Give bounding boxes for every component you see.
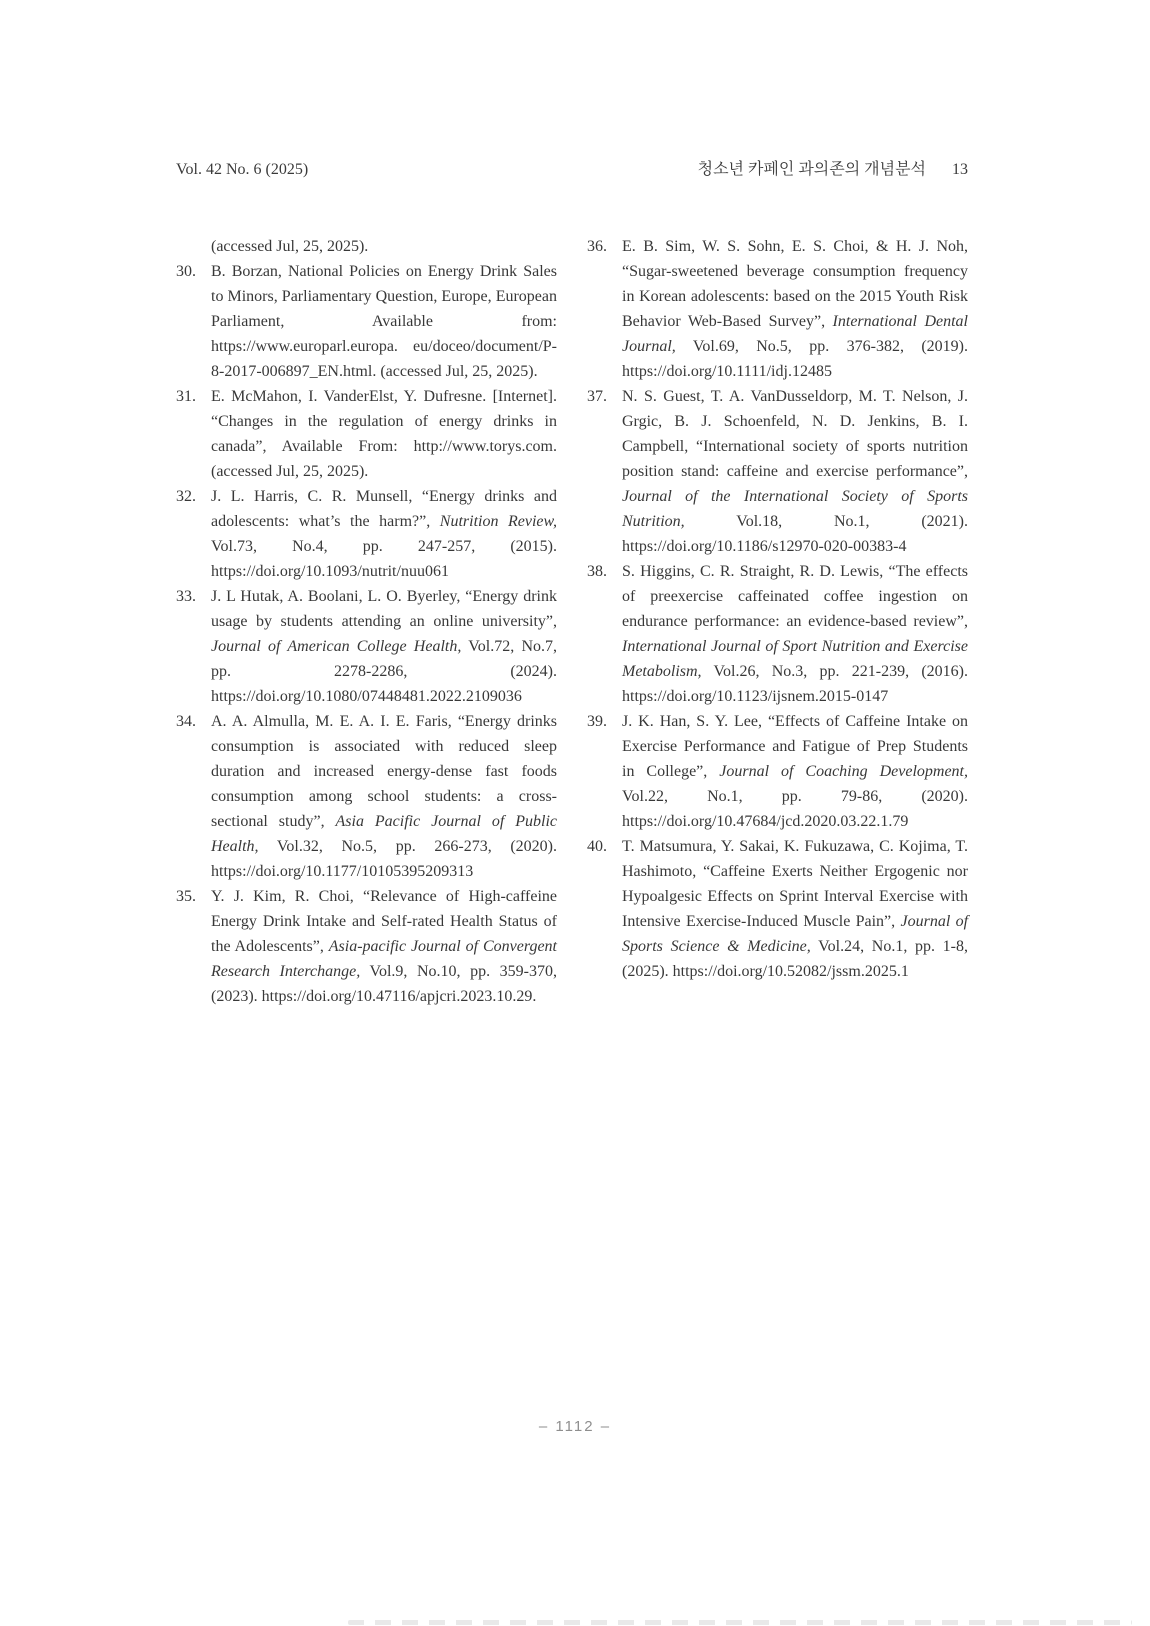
reference-number: 40. (587, 838, 607, 855)
reference-item (587, 384, 968, 559)
reference-number: 37. (587, 388, 607, 405)
running-head (698, 156, 968, 179)
reference-number: 38. (587, 563, 607, 580)
references-column-left (176, 234, 557, 1009)
reference-item (176, 384, 557, 484)
page-header (176, 156, 968, 179)
reference-number: 35. (176, 888, 196, 905)
reference-item (587, 834, 968, 984)
references-columns (176, 234, 968, 1009)
reference-text: S. Higgins, C. R. Straight, R. D. Lewis, “The effects of preexercise caffeinated coffee ingestion on endurance performance: an evidence-based review”, International Journal of Sport Nutrition and Exercise Metabolism, Vol.26, No.3, pp. 221-239, (2016). https://doi.org/10.1123/ijsnem.2015-0147 (622, 563, 968, 705)
reference-text: J. L. Harris, C. R. Munsell, “Energy drinks and adolescents: what’s the harm?”, Nutrition Review, Vol.73, No.4, pp. 247-257, (2015). https://doi.org/10.1093/nutrit/nuu061 (211, 488, 558, 580)
reference-number: 34. (176, 713, 196, 730)
reference-text: Y. J. Kim, R. Choi, “Relevance of High-caffeine Energy Drink Intake and Self-rated Health Status of the Adolescents”, Asia-pacific Journal of Convergent Research Interchange, Vol.9, No.10, pp. 359-370, (2023). https://doi.org/10.47116/apjcri.2023.10.29. (211, 888, 557, 1005)
reference-text: J. L Hutak, A. Boolani, L. O. Byerley, “Energy drink usage by students attending an online university”, Journal of American College Health, Vol.72, No.7, pp. 2278-2286, (2024). https://doi.org/10.1080/07448481.2022.2109036 (211, 588, 557, 705)
reference-item (176, 484, 557, 584)
footer-page-number: – 1112 – (538, 1418, 612, 1435)
reference-text: B. Borzan, National Policies on Energy Drink Sales to Minors, Parliamentary Question, Europe, European Parliament, Available from: https://www.europarl.europa. eu/doceo/document/P-8-2017-006897_EN.html. (accessed Jul, 25, 2025). (211, 263, 557, 380)
reference-number: 33. (176, 588, 196, 605)
reference-text: (accessed Jul, 25, 2025). (211, 238, 369, 255)
reference-number: 36. (587, 238, 607, 255)
references-column-right (587, 234, 968, 1009)
reference-item (587, 559, 968, 709)
reference-text: J. K. Han, S. Y. Lee, “Effects of Caffeine Intake on Exercise Performance and Fatigue of Prep Students in College”, Journal of Coaching Development, Vol.22, No.1, pp. 79-86, (2020). https://doi.org/10.47684/jcd.2020.03.22.1.79 (622, 713, 968, 830)
reference-text: A. A. Almulla, M. E. A. I. E. Faris, “Energy drinks consumption is associated with reduced sleep duration and increased energy-dense fast foods consumption among school students: a cross-sectional study”, Asia Pacific Journal of Public Health, Vol.32, No.5, pp. 266-273, (2020). https://doi.org/10.1177/10105395209313 (211, 713, 557, 880)
reference-item (176, 709, 557, 884)
reference-number: 32. (176, 488, 196, 505)
reference-item (176, 234, 557, 259)
header-page-number: 13 (952, 161, 968, 178)
reference-number: 31. (176, 388, 196, 405)
journal-volume-info: Vol. 42 No. 6 (2025) (176, 161, 309, 178)
reference-number: 30. (176, 263, 196, 280)
reference-item (176, 584, 557, 709)
cropped-text-artifact (348, 1620, 1132, 1625)
reference-text: E. B. Sim, W. S. Sohn, E. S. Choi, & H. J. Noh, “Sugar-sweetened beverage consumption frequency in Korean adolescents: based on the 2015 Youth Risk Behavior Web-Based Survey”, International Dental Journal, Vol.69, No.5, pp. 376-382, (2019). https://doi.org/10.1111/idj.12485 (622, 238, 968, 380)
page-footer (0, 1418, 1150, 1435)
running-title-text: 청소년 카페인 과의존의 개념분석 (697, 161, 926, 178)
reference-text: E. McMahon, I. VanderElst, Y. Dufresne. [Internet]. “Changes in the regulation of energy drinks in canada”, Available From: http://www.torys.com. (accessed Jul, 25, 2025). (211, 388, 557, 480)
reference-item (176, 884, 557, 1009)
reference-text: N. S. Guest, T. A. VanDusseldorp, M. T. Nelson, J. Grgic, B. J. Schoenfeld, N. D. Jenkins, B. I. Campbell, “International society of sports nutrition position stand: caffeine and exercise performance”, Journal of the International Society of Sports Nutrition, Vol.18, No.1, (2021). https://doi.org/10.1186/s12970-020-00383-4 (622, 388, 968, 555)
reference-number (176, 234, 211, 259)
reference-number: 39. (587, 713, 607, 730)
reference-item (587, 234, 968, 384)
reference-text: T. Matsumura, Y. Sakai, K. Fukuzawa, C. Kojima, T. Hashimoto, “Caffeine Exerts Neither Ergogenic nor Hypoalgesic Effects on Sprint Interval Exercise with Intensive Exercise-Induced Muscle Pain”, Journal of Sports Science & Medicine, Vol.24, No.1, pp. 1-8, (2025). https://doi.org/10.52082/jssm.2025.1 (622, 838, 969, 980)
reference-item (587, 709, 968, 834)
reference-item (176, 259, 557, 384)
